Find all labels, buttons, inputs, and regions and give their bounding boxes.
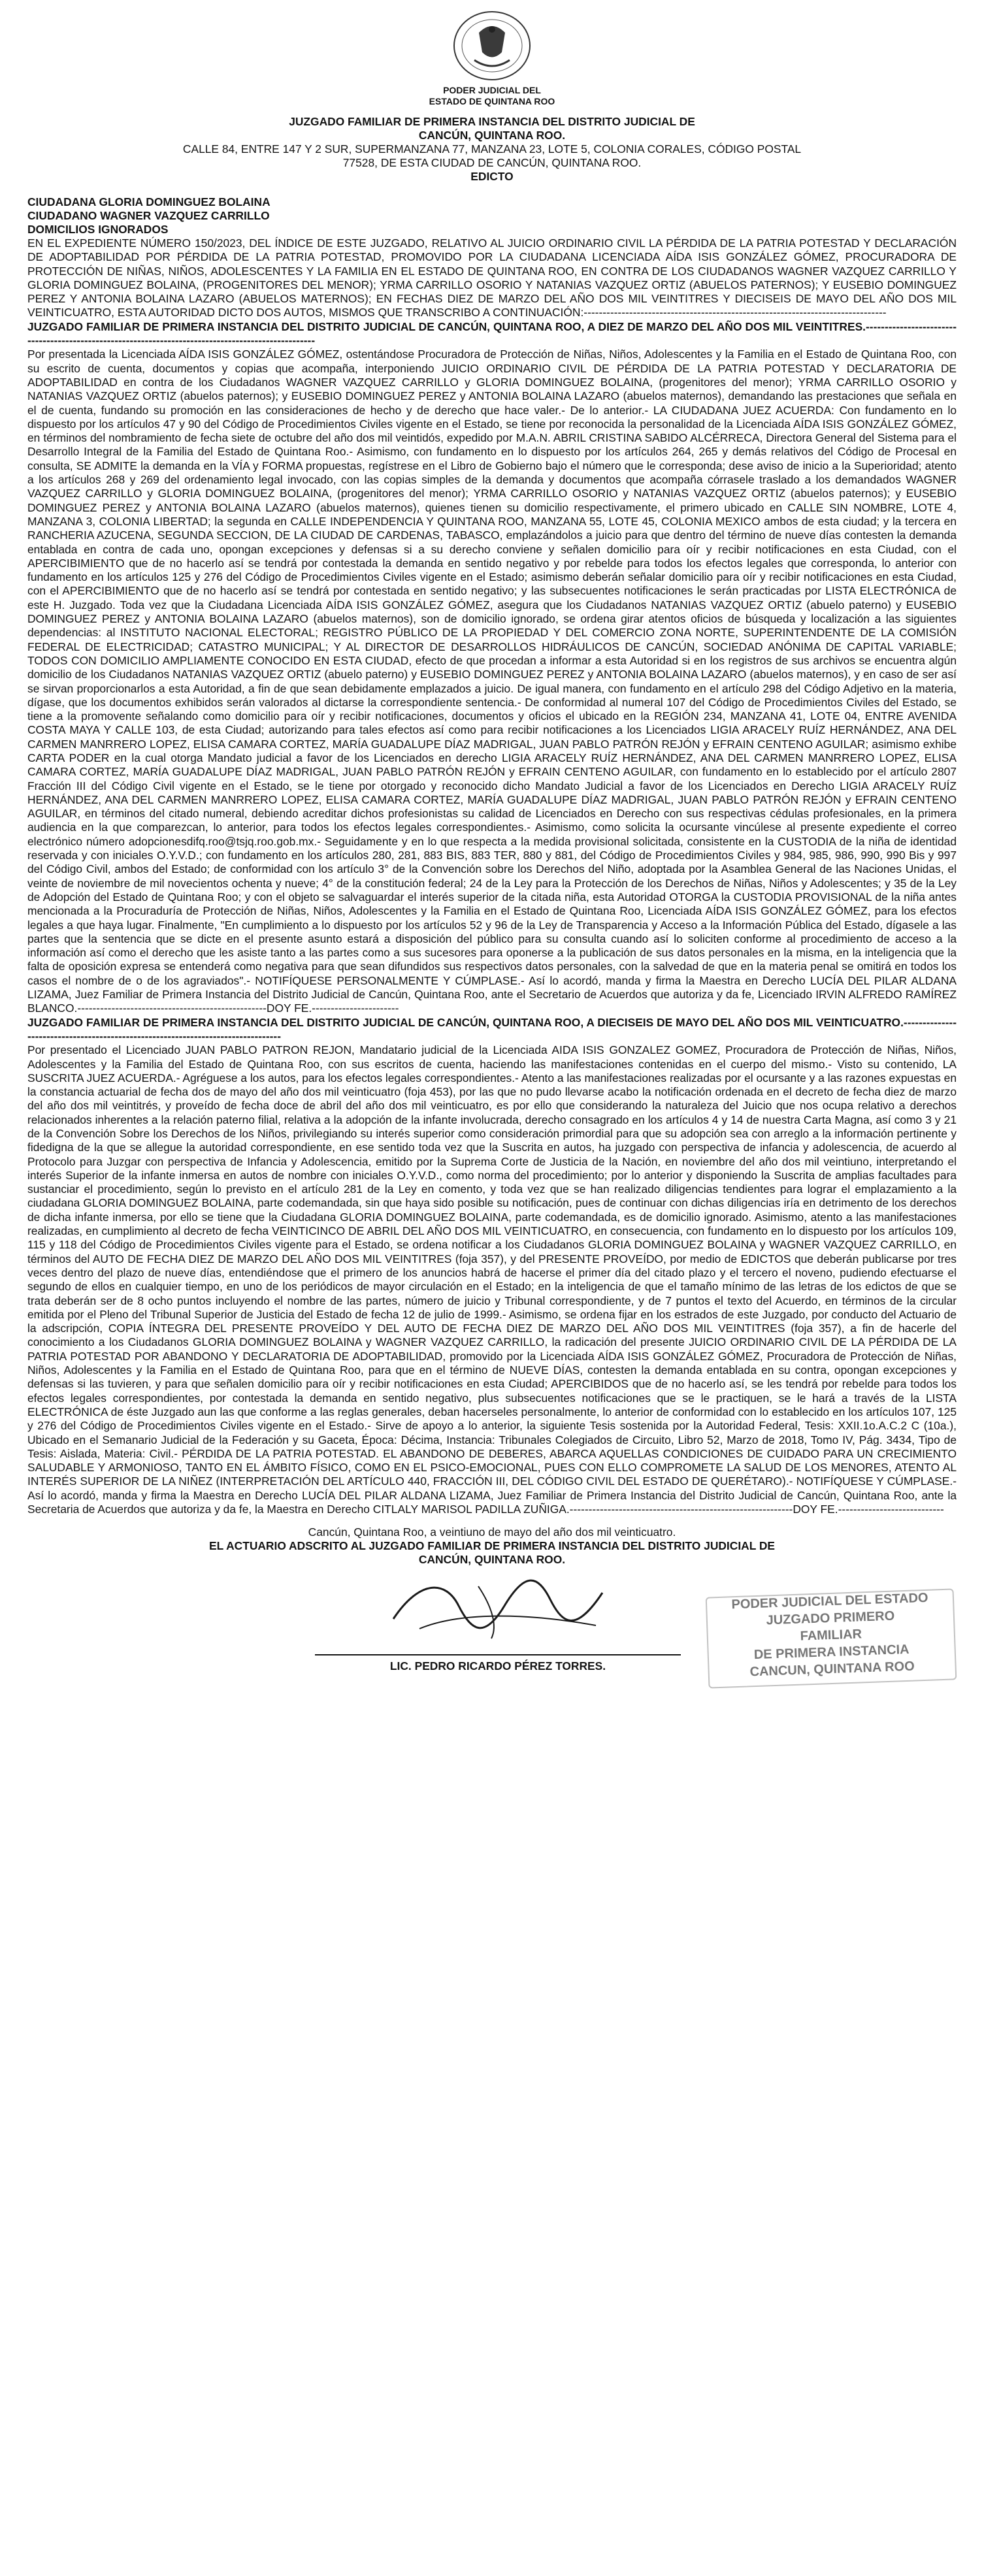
actuario-line-2: CANCÚN, QUINTANA ROO.: [418, 1553, 566, 1567]
signatory-name: LIC. PEDRO RICARDO PÉREZ TORRES.: [389, 1659, 606, 1673]
edicto-page: [0, 7, 984, 2576]
second-order-heading: JUZGADO FAMILIAR DE PRIMERA INSTANCIA DEL DISTRITO JUDICIAL DE CANCÚN, QUINTANA ROO, A DIECISEIS DE MAYO DEL AÑO DOS MIL VEINTICUATRO.---------------------------------------------------------------------------------: [27, 1015, 957, 1043]
stamp-line-5: CANCUN, QUINTANA ROO: [749, 1659, 915, 1680]
first-order-heading: JUZGADO FAMILIAR DE PRIMERA INSTANCIA DEL DISTRITO JUDICIAL DE CANCÚN, QUINTANA ROO, A DIEZ DE MARZO DEL AÑO DOS MIL VEINTITRES.----------------------------------------------------------------------------------------------------: [27, 319, 957, 348]
stamp-line-3: FAMILIAR: [800, 1627, 862, 1644]
court-heading-line-1: JUZGADO FAMILIAR DE PRIMERA INSTANCIA DEL DISTRITO JUDICIAL DE: [289, 115, 695, 128]
signature-rule: [315, 1654, 681, 1655]
court-stamp: [706, 1589, 957, 1689]
stamp-border: [706, 1589, 957, 1689]
addressee-1: CIUDADANA GLORIA DOMINGUEZ BOLAINA: [27, 195, 271, 208]
stamp-line-1: PODER JUDICIAL DEL ESTADO: [731, 1591, 928, 1612]
addressee-2: CIUDADANO WAGNER VAZQUEZ CARRILLO: [27, 209, 270, 222]
stamp-line-2: JUZGADO PRIMERO: [766, 1608, 895, 1628]
court-address-line-2: 77528, DE ESTA CIUDAD DE CANCÚN, QUINTANA ROO.: [342, 156, 642, 169]
court-address-line-1: CALLE 84, ENTRE 147 Y 2 SUR, SUPERMANZANA 77, MANZANA 23, LOTE 5, COLONIA CORALES, CÓDIGO POSTAL: [182, 142, 802, 155]
stamp-line-4: DE PRIMERA INSTANCIA: [753, 1642, 910, 1663]
intro-paragraph: EN EL EXPEDIENTE NÚMERO 150/2023, DEL ÍNDICE DE ESTE JUZGADO, RELATIVO AL JUICIO ORDINARIO CIVIL LA PÉRDIDA DE LA PATRIA POTESTAD Y DECLARACIÓN DE ADOPTABILIDAD POR PÉRDIDA DE LA PATRIA POTESTAD, PROMOVIDO POR LA CIUDADANA LICENCIADA AÍDA ISIS GONZÁLEZ GÓMEZ, PROCURADORA DE PROTECCIÓN DE NIÑAS, NIÑOS, ADOLESCENTES Y LA FAMILIA EN EL ESTADO DE QUINTANA ROO, EN CONTRA DE LOS CIUDADANOS WAGNER VAZQUEZ CARRILLO Y GLORIA DOMINGUEZ BOLAINA, (PROGENITORES DEL MENOR); YRMA CARRILLO OSORIO Y NATANIAS VAZQUEZ ORTIZ (ABUELOS PATERNOS); Y EUSEBIO DOMINGUEZ PEREZ Y ANTONIA BOLAINA LAZARO (ABUELOS MATERNOS); EN FECHAS DIEZ DE MARZO DEL AÑO DOS MIL VEINTITRES Y DIECISEIS DE MAYO DEL AÑO DOS MIL VEINTICUATRO, ESTA AUTORIDAD DICTO DOS AUTOS, MISMOS QUE TRANSCRIBO A CONTINUACIÓN:--------------------------------------------------------------------------------: [27, 236, 957, 319]
second-order-body: Por presentado el Licenciado JUAN PABLO PATRON REJON, Mandatario judicial de la Licenciada AIDA ISIS GONZALEZ GOMEZ, Procuradora de Protección de Niñas, Niños, Adolescentes y la Familia del Estado de Quintana Roo, con sus escritos de cuenta, haciendo las manifestaciones contenidas en el cuerpo del mismo.- Visto su contenido, LA SUSCRITA JUEZ ACUERDA.- Agréguese a los autos, para los efectos legales correspondientes.- Atento a las manifestaciones realizadas por el ocursante y a las razones expuestas en la constancia actuarial de fecha dos de mayo del año dos mil veinticuatro (foja 453), por las que no pudo llevarse acabo la notificación ordenada en el decreto de fecha diez de marzo del año dos mil veintitrés, y proveído de fecha doce de abril del año dos mil veinticuatro, es por ello que considerando la naturaleza del Juicio que nos ocupa relativo a derechos relacionados inherentes a la relación paterno filial, relativa a la adopción de la infante involucrada, derecho consagrado en los artículos 4 y 14 de nuestra Carta Magna, así como 3 y 21 de la Convención Sobre los Derechos de los Niños, privilegiando su interés superior como consideración primordial para que su adopción sea con arreglo a la información pertinente y fidedigna de la que se allegue la autoridad correspondiente, en ese sentido toda vez que la Suscrita en autos, ha juzgado con perspectiva de infancia y adolescencia, de acuerdo al Protocolo para Juzgar con perspectiva de Infancia y Adolescencia, emitido por la Suprema Corte de Justicia de la Nación, en noviembre del año dos mil veintiuno, interpretando el interés Superior de la infante inmersa en autos de nombre con iniciales O.Y.V.D., como norma del procedimiento; por lo anterior y disponiendo la Suscrita de amplias facultades para sustanciar el procedimiento, según lo previsto en el artículo 281 de la Ley en comento, y toda vez que se han realizado diligencias tendientes para lograr el emplazamiento a la ciudadana GLORIA DOMINGUEZ BOLAINA, parte codemandada, sin que haya sido posible su notificación, pues de continuar con dichas diligencias iría en detrimento de los derechos de dicha infante inmersa, por ello se tiene que la Ciudadana GLORIA DOMINGUEZ BOLAINA, parte codemandada, es de domicilio ignorado. Asimismo, atento a las manifestaciones realizadas, en cumplimiento al decreto de fecha VEINTICINCO DE ABRIL DEL AÑO DOS MIL VEINTICUATRO, en consecuencia, con fundamento en lo dispuesto por los artículos 109, 115 y 118 del Código de Procedimientos Civiles vigente para el Estado, se ordena notificar a los Ciudadanos GLORIA DOMINGUEZ BOLAINA y WAGNER VAZQUEZ CARRILLO, en términos del AUTO DE FECHA DIEZ DE MARZO DEL AÑO DOS MIL VEINTITRES (foja 357), y del PRESENTE PROVEÍDO, por medio de EDICTOS que deberán publicarse por tres veces dentro del plazo de nueve días, entendiéndose que el primero de los anuncios habrá de hacerse el primer día del citado plazo y el tercero el noveno, pudiendo efectuarse el segundo de ellos en cualquier tiempo, en uno de los periódicos de mayor circulación en el Estado; en la inteligencia de que el tamaño mínimo de las letras de los edictos de que se trata deberán ser de 8 ocho puntos incluyendo el nombre de las partes, número de juicio y Tribunal correspondiente, y de 7 puntos el texto del Acuerdo, en términos de la circular emitida por el Pleno del Tribunal Superior de Justicia del Estado de fecha 12 de julio de 1999.- Asimismo, se ordena fijar en los estrados de este Juzgado, por conducto del Actuario de la adscripción, COPIA ÍNTEGRA DEL PRESENTE PROVEÍDO Y DEL AUTO DE FECHA DIEZ DE MARZO DEL AÑO DOS MIL VEINTITRES (foja 357), a fin de hacerle del conocimiento a los Ciudadanos GLORIA DOMINGUEZ BOLAINA y WAGNER VAZQUEZ CARRILLO, la radicación del presente JUICIO ORDINARIO CIVIL DE LA PÉRDIDA DE LA PATRIA POTESTAD POR ABANDONO Y DECLARATORIA DE ADOPTABILIDAD, promovido por la Licenciada AÍDA ISIS GONZÁLEZ GÓMEZ, Procuradora de Protección de Niñas, Niños, Adolescentes y la Familia en el Estado de Quintana Roo, para que en el término de NUEVE DÍAS, contesten la demanda entablada en su contra, opongan excepciones y defensas si las tuvieren, y para que señalen domicilio para oír y recibir notificaciones en esta Ciudad; APERCIBIDOS que de no hacerlo así, se les tendrá por rebelde para todos los efectos legales correspondientes, por contestada la demanda en sentido negativo, plus subsecuentes notificaciones que se le practiquen, se le hará a través de la LISTA ELECTRÓNICA de éste Juzgado aun las que conforme a las reglas generales, deban hacerseles personalmente, lo anterior de conformidad con lo establecido en los artículos 107, 125 y 276 del Código de Procedimientos Civiles vigente en el Estado.- Sirve de apoyo a lo anterior, la siguiente Tesis sostenida por la Autoridad Federal, Tesis: XXII.1o.A.C.2 C (10a.), Ubicado en el Semanario Judicial de la Federación y su Gaceta, Época: Décima, Instancia: Tribunales Colegiados de Circuito, Libro 52, Marzo de 2018, Tomo IV, Pág. 3434, Tipo de Tesis: Aislada, Materia: Civil.- PÉRDIDA DE LA PATRIA POTESTAD. EL ABANDONO DE DEBERES, ABARCA AQUELLAS CONDICIONES DE CUIDADO PARA UN CRECIMIENTO SALUDABLE Y ARMONIOSO, TANTO EN EL ÁMBITO FÍSICO, COMO EN EL PSICO-EMOCIONAL, PUES CON ELLO COMPROMETE LA SALUD DE LOS MENORES, ATENTO AL INTERÉS SUPERIOR DE LA NIÑEZ (INTERPRETACIÓN DEL ARTÍCULO 440, FRACCIÓN III, DEL CÓDIGO CIVIL DEL ESTADO DE QUERÉTARO).- NOTIFÍQUESE Y CÚMPLASE.- Así lo acordó, manda y firma la Maestra en Derecho LUCÍA DEL PILAR ALDANA LIZAMA, Juez Familiar de Primera Instancia del Distrito Judicial de Cancún, Quintana Roo, ante la Secretaria de Acuerdos que autoriza y da fe, la Maestra en Derecho CITLALY MARISOL PADILLA ZUÑIGA.-----------------------------------------------------------DOY FE.----------------------------: [27, 1043, 957, 1516]
document-title: EDICTO: [470, 170, 514, 183]
date-line: Cancún, Quintana Roo, a veintiuno de mayo del año dos mil veinticuatro.: [308, 1525, 676, 1539]
mexican-coat-of-arms-icon: [443, 7, 541, 85]
signature-block: [27, 1567, 957, 1691]
seal-line-2: ESTADO DE QUINTANA ROO: [429, 96, 555, 106]
court-heading-line-2: CANCÚN, QUINTANA ROO.: [418, 129, 566, 142]
addressee-3: DOMICILIOS IGNORADOS: [27, 223, 169, 236]
first-order-body: Por presentada la Licenciada AÍDA ISIS GONZÁLEZ GÓMEZ, ostentándose Procuradora de Protección de Niñas, Niños, Adolescentes y la Familia en el Estado de Quintana Roo, con su escrito de cuenta, documentos y copias que acompaña, interponiendo JUICIO ORDINARIO CIVIL DE PÉRDIDA DE LA PATRIA POTESTAD Y DECLARATORIA DE ADOPTABILIDAD en contra de los Ciudadanos WAGNER VAZQUEZ CARRILLO y GLORIA DOMINGUEZ BOLAINA, (progenitores del menor); YRMA CARRILLO OSORIO y NATANIAS VAZQUEZ ORTIZ (abuelos paternos); y EUSEBIO DOMINGUEZ PEREZ y ANTONIA BOLAINA LAZARO (abuelos maternos), demandando las prestaciones que señala en el de cuenta, fundando su promoción en las consideraciones de hecho y de derecho que hace valer.- De lo anterior.- LA CIUDADANA JUEZ ACUERDA: Con fundamento en lo dispuesto por los artículos 47 y 90 del Código de Procedimientos Civiles vigente en el Estado, se tiene por reconocida la personalidad de la Licenciada AÍDA ISIS GONZÁLEZ GÓMEZ, en términos del nombramiento de fecha siete de octubre del año dos mil veintidós, expedido por M.A.N. ABRIL CRISTINA SABIDO ALCÉRRECA, Directora General del Sistema para el Desarrollo Integral de la Familia del Estado de Quintana Roo.- Asimismo, con fundamento en lo dispuesto por los artículos 264, 265 y demás relativos del Código de Procesal en consulta, SE ADMITE la demanda en la VÍA y FORMA propuestas, regístrese en el Libro de Gobierno bajo el número que le corresponda; dese aviso de inicio a la Superioridad; atento a los artículos 268 y 269 del ordenamiento legal invocado, con las copias simples de la demanda y documentos que acompaña córrasele traslado a los demandados WAGNER VAZQUEZ CARRILLO y GLORIA DOMINGUEZ BOLAINA, (progenitores del menor); YRMA CARRILLO OSORIO y NATANIAS VAZQUEZ ORTIZ (abuelos paternos); y EUSEBIO DOMINGUEZ PEREZ y ANTONIA BOLAINA LAZARO (abuelos maternos), quienes tienen su domicilio respectivamente, el primero ubicado en CALLE SIN NOMBRE, LOTE 4, MANZANA 3, COLONIA LIBERTAD; la segunda en CALLE INDEPENDENCIA Y QUINTANA ROO, MANZANA 55, LOTE 45, COLONIA MEXICO ambos de esta ciudad; y la tercera en RANCHERIA AZUCENA, SEGUNDA SECCION, DE LA CIUDAD DE CARDENAS, TABASCO, emplazándolos a juicio para que dentro del término de nueve días contesten la demanda entablada en contra de cada uno, opongan excepciones y defensas si a su derecho conviene y señalen domicilio para oír y recibir notificaciones en esta Ciudad, con el APERCIBIMIENTO que de no hacerlo así se tendrá por contestada la demanda en sentido negativo y por rebelde para todos los efectos legales que corresponda, lo anterior con fundamento en los artículos 125 y 276 del Código de Procedimientos Civiles vigente en el Estado; asimismo deberán señalar domicilio para oír y recibir notificaciones en esta Ciudad, con el APERCIBIMIENTO que de no hacerlo así se tendrá por contestada en sentido negativo; y las subsecuentes notificaciones le serán practicadas por LISTA ELECTRÓNICA de este H. Juzgado. Toda vez que la Ciudadana Licenciada AÍDA ISIS GONZÁLEZ GÓMEZ, asegura que los Ciudadanos NATANIAS VAZQUEZ ORTIZ (abuelo paterno) y EUSEBIO DOMINGUEZ PEREZ y ANTONIA BOLAINA LAZARO (abuelos maternos), son de domicilio ignorado, se ordena girar atentos oficios de búsqueda y localización a las siguientes dependencias: al INSTITUTO NACIONAL ELECTORAL; REGISTRO PÚBLICO DE LA PROPIEDAD Y DEL COMERCIO ZONA NORTE, SUPERINTENDENTE DE LA COMISIÓN FEDERAL DE ELECTRICIDAD; CATASTRO MUNICIPAL; Y AL DIRECTOR DE DESARROLLOS HIDRÁULICOS DE CANCÚN, SOCIEDAD ANÓNIMA DE CAPITAL VARIABLE; TODOS CON DOMICILIO AMPLIAMENTE CONOCIDO EN ESTA CIUDAD, efecto de que procedan a informar a esta Autoridad si en los registros de sus archivos se encuentra algún domicilio de los Ciudadanos NATANIAS VAZQUEZ ORTIZ (abuelo paterno) y EUSEBIO DOMINGUEZ PEREZ y ANTONIA BOLAINA LAZARO (abuelos maternos), y en caso de ser así se sirvan proporcionarlos a esta Autoridad, a fin de que sean debidamente emplazados a juicio. De igual manera, con fundamento en el artículo 298 del Código Adjetivo en la materia, dígase, que los documentos exhibidos serán valorados al dictarse la correspondiente sentencia.- De conformidad al numeral 107 del Código de Procedimientos Civiles del Estado, se tiene a la promovente señalando como domicilio para oír y recibir notificaciones, documentos y oficios el ubicado en la REGIÓN 234, MANZANA 41, LOTE 04, ENTRE AVENIDA COSTA MAYA Y CALLE 103, de esta Ciudad; autorizando para tales efectos así como para recibir notificaciones a los Licenciados LIGIA ARACELY RUÍZ HERNÁNDEZ, ANA DEL CARMEN MANRRERO LOPEZ, ELISA CAMARA CORTEZ, MARÍA GUADALUPE DÍAZ MADRIGAL, JUAN PABLO PATRÓN REJÓN y EFRAIN CENTENO AGUILAR; asimismo exhibe CARTA PODER en la cual otorga Mandato judicial a favor de los Licenciados en derecho LIGIA ARACELY RUÍZ HERNÁNDEZ, ANA DEL CARMEN MANRRERO LOPEZ, ELISA CAMARA CORTEZ, MARÍA GUADALUPE DÍAZ MADRIGAL, JUAN PABLO PATRÓN REJÓN y EFRAIN CENTENO AGUILAR, con fundamento en lo establecido por el artículo 2807 Fracción III del Código Civil vigente en el Estado, se le tiene por otorgado y reconocido dicho Mandato Judicial a favor de los Licenciados en Derecho LIGIA ARACELY RUÍZ HERNÁNDEZ, ANA DEL CARMEN MANRRERO LOPEZ, ELISA CAMARA CORTEZ, MARÍA GUADALUPE DÍAZ MADRIGAL, JUAN PABLO PATRÓN REJÓN y EFRAIN CENTENO AGUILAR, en términos del citado numeral, debiendo acreditar dichos profesionistas su calidad de Licenciados en Derecho con sus respectivas cédulas profesionales, en la primera audiencia en la que comparezcan, lo anterior, para todos los efectos legales correspondientes.- Asimismo, como solicita la ocursante vincúlese al presente expediente el correo electrónico número adopcionesdifq.roo@tsjq.roo.gob.mx.- Seguidamente y en lo que respecta a la medida provisional solicitada, consistente en la CUSTODIA de la niña de identidad reservada y con iniciales O.Y.V.D.; con fundamento en los artículos 280, 281, 883 BIS, 883 TER, 880 y 881, del Código de Procedimientos Civiles y 984, 985, 986, 990, 990 Bis y 997 del Código Civil, ambos del Estado; de conformidad con los artículo 3° de la Convención sobre los Derechos del Niño, adoptada por la Asamblea General de las Naciones Unidas, el veinte de noviembre de mil novecientos ochenta y nueve; 4° de la constitución federal; 24 de la Ley para la Protección de los Derechos de Niñas, Niños y Adolescentes; y 35 de la Ley de Adopción del Estado de Quintana Roo; y con el objeto se salvaguardar el interés superior de la citada niña, esta Autoridad OTORGA la CUSTODIA PROVISIONAL de la niña antes mencionada a la Procuraduría de Protección de Niñas, Niños, Adolescentes y la Familia en el Estado de Quintana Roo, Licenciada AÍDA ISIS GONZÁLEZ GÓMEZ, para los efectos legales a que haya lugar. Finalmente, "En cumplimiento a lo dispuesto por los artículos 52 y 96 de la Ley de Transparencia y Acceso a la Información Pública del Estado, dígasele a las partes que la sentencia que se dicte en el presente asunto estará a disposición del público para su consulta cuando así lo soliciten conforme al procedimiento de acceso a la información así como el derecho que les asiste tanto a las partes como a sus sucesores para oponerse a la publicación de sus datos personales en la misma, en la inteligencia que la falta de oposición expresa se entenderá como negativa para que sean difundidos sus respectivos datos personales, con la salvedad de que en la materia penal se omitirá en todos los casos el nombre de o de los agraviados".- NOTIFÍQUESE PERSONALMENTE Y CÚMPLASE.- Así lo acordó, manda y firma la Maestra en Derecho LUCÍA DEL PILAR ALDANA LIZAMA, Juez Familiar de Primera Instancia del Distrito Judicial de Cancún, Quintana Roo, ante el Secretario de Acuerdos que autoriza y da fe, Licenciado IRVIN ALFREDO RAMÍREZ BLANCO.--------------------------------------------------DOY FE.-----------------------: [27, 348, 957, 1015]
seal-line-1: PODER JUDICIAL DEL: [443, 85, 541, 95]
handwritten-signature: [380, 1567, 629, 1645]
actuario-line-1: EL ACTUARIO ADSCRITO AL JUZGADO FAMILIAR DE PRIMERA INSTANCIA DEL DISTRITO JUDICIAL DE: [208, 1539, 776, 1553]
